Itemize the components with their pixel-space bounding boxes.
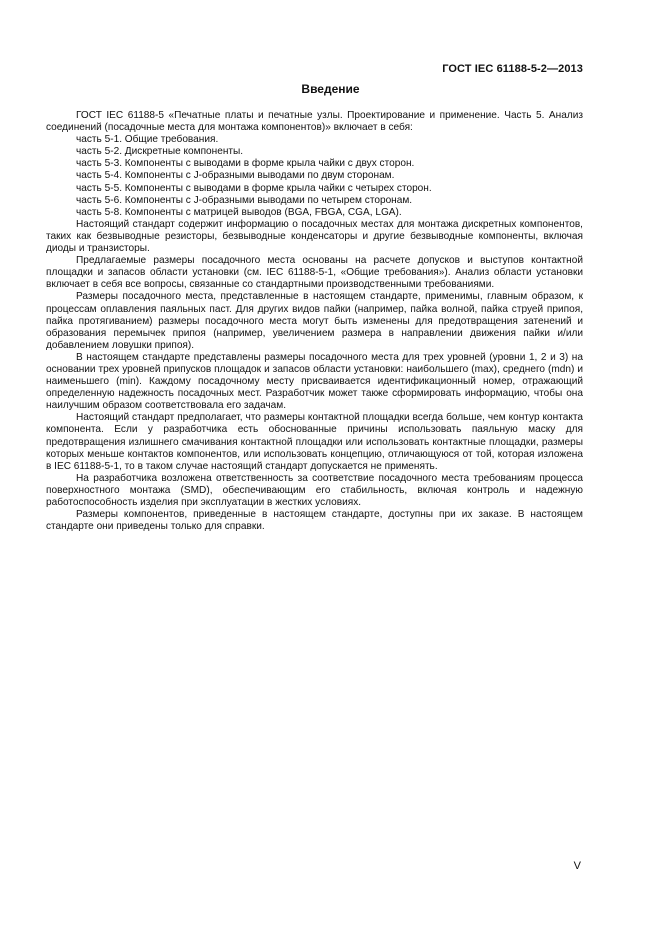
body-paragraph: На разработчика возложена ответственность за соответствие посадочного места требованиям процесса поверхностного монтажа (SMD), обеспечивающим его стабильность, включая контроль и надежную работоспособность изделия при эксплуатации в жестких условиях.	[46, 472, 583, 508]
standard-code-header: ГОСТ IEC 61188-5-2—2013	[442, 63, 583, 75]
part-list-item: часть 5-2. Дискретные компоненты.	[76, 146, 244, 158]
page-title: Введение	[301, 82, 360, 96]
body-paragraph: В настоящем стандарте представлены размеры посадочного места для трех уровней (уровни 1, 2 и 3) на основании трех уровней припусков площадок и запасов области установки: наибольшего (max), среднего (mdn) и наименьшего (min). Каждому посадочному месту присваивается идентификационный номер, отражающий определенную надежность посадочных мест. Разработчик может также сформировать информацию, чтобы она наилучшим образом соответствовала его задачам.	[46, 351, 583, 412]
part-list-item: часть 5-1. Общие требования.	[76, 134, 219, 146]
body-paragraph: Размеры компонентов, приведенные в настоящем стандарте, доступны при их заказе. В настоящем стандарте они приведены только для справки.	[46, 509, 583, 533]
part-list-item: часть 5-5. Компоненты с выводами в форме крыла чайки с четырех сторон.	[76, 182, 432, 194]
body-paragraph: Предлагаемые размеры посадочного места основаны на расчете допусков и выступов контактной площадки и запасов области установки (см. IEC 61188-5-1, «Общие требования»). Анализ области установки включает в себя все вопросы, связанные со стандартными производственными требованиями.	[46, 255, 583, 291]
body-paragraph: Настоящий стандарт предполагает, что размеры контактной площадки всегда больше, чем контур контакта компонента. Если у разработчика есть обоснованные причины использовать паяльную маску для предотвращения излишнего смачивания контактной площадки или использовать контактные площадки, размеры которых меньше контактов компонентов, или использовать концепцию, отличающуюся от той, которая изложена в IEC 61188-5-1, то в таком случае настоящий стандарт допускается не применять.	[46, 412, 583, 472]
intro-paragraph: ГОСТ IEC 61188-5 «Печатные платы и печатные узлы. Проектирование и применение. Часть 5. Анализ соединений (посадочные места для монтажа компонентов)» включает в себя:	[46, 110, 583, 134]
part-list-item: часть 5-6. Компоненты с J-образными выводами по четырем сторонам.	[76, 194, 413, 206]
part-list-item: часть 5-3. Компоненты с выводами в форме крыла чайки с двух сторон.	[76, 158, 415, 170]
page-number: V	[573, 860, 581, 872]
body-paragraph: Настоящий стандарт содержит информацию о посадочных местах для монтажа дискретных компонентов, таких как безвыводные резисторы, безвыводные конденсаторы и другие безвыводные компоненты, включая диоды и транзисторы.	[46, 218, 583, 255]
document-body	[46, 110, 583, 533]
part-list-item: часть 5-8. Компоненты с матрицей выводов (BGA, FBGA, CGA, LGA).	[76, 206, 402, 218]
part-list-item: часть 5-4. Компоненты с J-образными выводами по двум сторонам.	[76, 170, 395, 182]
body-paragraph: Размеры посадочного места, представленные в настоящем стандарте, применимы, главным образом, к процессам оплавления паяльных паст. Для других видов пайки (например, пайка волной, пайка струей припоя, пайка протягиванием) размеры посадочного места могут быть изменены для предотвращения затенений и образования перемычек припоя (например, увеличением размера в направлении движения пайки и/или добавлением ловушки припоя).	[46, 291, 583, 351]
